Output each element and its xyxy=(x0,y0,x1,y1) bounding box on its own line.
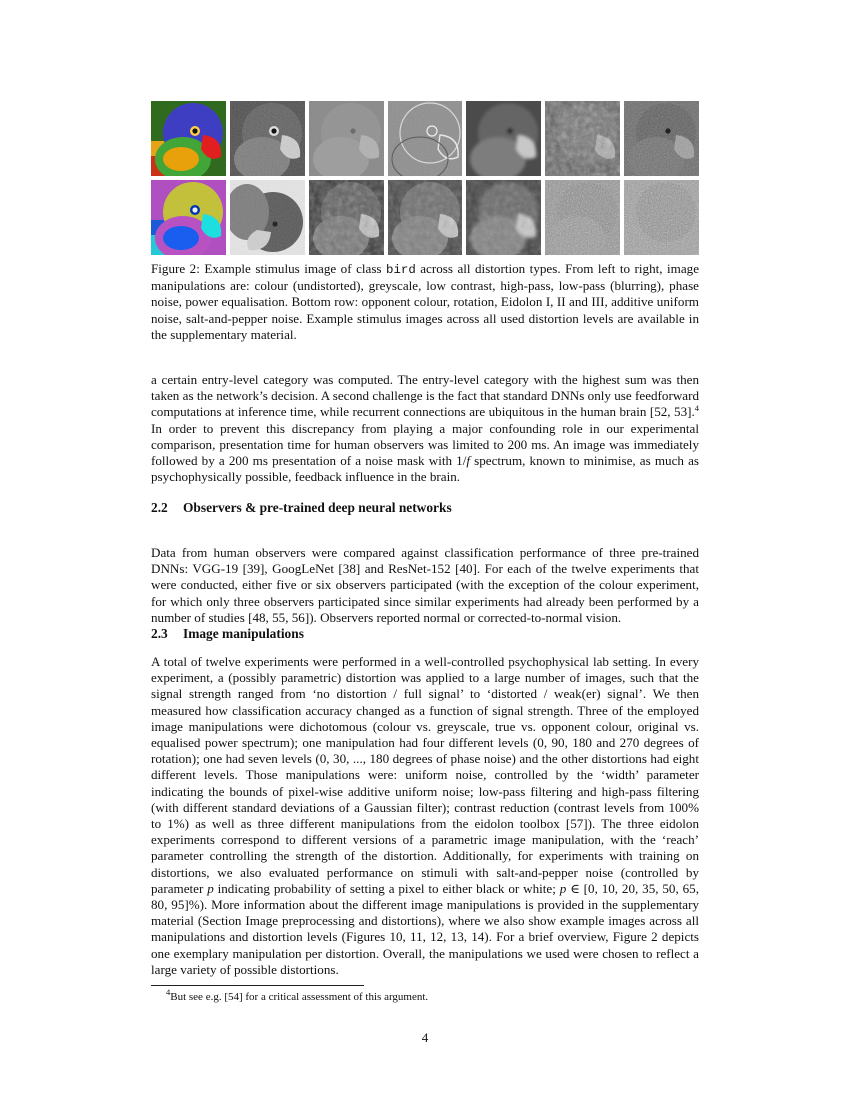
caption-suffix: across all distortion types. From left to right, image manipulations are: colour (undistorted), greyscale, low contrast, high-pass, low-pass (blurring), phase noise, power equalisation. Bottom row: opponent colour, rotation, Eidolon I, II and III, additive uniform noise, salt-and-pepper noise. Example stimulus images across all used distortion levels are available in the supplementary material. xyxy=(151,261,699,342)
parrot-greyscale-image xyxy=(230,101,305,176)
parrot-power-equalisation-image xyxy=(624,101,699,176)
thumb-high-pass xyxy=(388,101,463,176)
thumb-eidolon-3 xyxy=(466,180,541,255)
parrot-eidolon-3-image xyxy=(466,180,541,255)
section-heading-2-2: 2.2 Observers & pre-trained deep neural networks xyxy=(151,500,452,515)
parrot-rotation-image xyxy=(230,180,305,255)
footnote-rule xyxy=(151,985,364,986)
parrot-eidolon-2-image xyxy=(388,180,463,255)
figure-bottom-row xyxy=(151,180,699,255)
caption-prefix: Figure 2: Example stimulus image of class xyxy=(151,261,387,276)
thumb-eidolon-2 xyxy=(388,180,463,255)
parrot-high-pass-image xyxy=(388,101,463,176)
parrot-uniform-noise-image xyxy=(545,180,620,255)
thumb-power-equalisation xyxy=(624,101,699,176)
thumb-colour xyxy=(151,101,226,176)
parrot-low-pass-image xyxy=(466,101,541,176)
figure-top-row xyxy=(151,101,699,176)
thumb-phase-noise xyxy=(545,101,620,176)
parrot-eidolon-1-image xyxy=(309,180,384,255)
figure-2 xyxy=(151,101,699,256)
figure-caption xyxy=(151,261,699,343)
thumb-low-contrast xyxy=(309,101,384,176)
parrot-phase-noise-image xyxy=(545,101,620,176)
thumb-greyscale xyxy=(230,101,305,176)
section-heading-2-3: 2.3 Image manipulations xyxy=(151,626,304,641)
paragraph-observers: Data from human observers were compared against classification performance of three pre-trained DNNs: VGG-19 [39], GoogLeNet [38] and ResNet-152 [40]. For each of the twelve experiments that were conducted, either five or six observers participated (with the exception of the colour experiment, for which only three observers participated since similar experiments had already been performed by a number of studies [48, 55, 56]). Observers reported normal or corrected-to-normal vision. xyxy=(151,545,699,625)
thumb-eidolon-1 xyxy=(309,180,384,255)
paragraph-image-manipulations: A total of twelve experiments were performed in a well-controlled psychophysical lab setting. In every experiment, a (possibly parametric) distortion was applied to a large number of images, such that the signal strength ranged from ‘no distortion / full signal’ to ‘distorted / weak(er) signal’. We then measured how classification accuracy changed as a function of signal strength. Three of the employed image manipulations were dichotomous (colour vs. greyscale, true vs. opponent colour, original vs. equalised power spectrum); one manipulation had four different levels (0, 90, 180 and 270 degrees of rotation); one had seven levels (0, 30, ..., 180 degrees of phase noise) and the other distortions had eight different levels. Those manipulations were: uniform noise, controlled by the ‘width’ parameter indicating the bounds of pixel-wise additive uniform noise; low-pass filtering and high-pass filtering (with different standard deviations of a Gaussian filter); contrast reduction (contrast levels from 100% to 1%) as well as three different manipulations from the eidolon toolbox [57]). The three eidolon experiments correspond to different versions of a parametric image manipulation, with the ‘reach’ parameter controlling the strength of the distortion. Additionally, for experiments with training on distortions, we also evaluated performance on stimuli with salt-and-pepper noise (controlled by parameter p indicating probability of setting a pixel to either black or white; p ∈ [0, 10, 20, 35, 50, 65, 80, 95]%). More information about the different image manipulations is provided in the supplementary material (Section Image preprocessing and distortions), where we also show example images across all manipulations and distortion levels (Figures 10, 11, 12, 13, 14). For a brief overview, Figure 2 depicts one exemplary manipulation per distortion. Overall, the manipulations we used were chosen to reflect a large variety of possible distortions. xyxy=(151,654,699,977)
page-number: 4 xyxy=(421,1030,429,1045)
footnote: $^4$But see e.g. [54] for a critical assessment of this argument. xyxy=(166,987,429,1003)
thumb-salt-and-pepper-noise xyxy=(624,180,699,255)
thumb-uniform-noise xyxy=(545,180,620,255)
footnote-marker: 4 xyxy=(694,403,699,414)
parrot-opponent-colour-image xyxy=(151,180,226,255)
thumb-rotation xyxy=(230,180,305,255)
parrot-low-contrast-image xyxy=(309,101,384,176)
parrot-colour-image xyxy=(151,101,226,176)
thumb-opponent-colour xyxy=(151,180,226,255)
paragraph-entry-level: a certain entry-level category was computed. The entry-level category with the highest sum was then taken as the network’s decision. A second challenge is the fact that standard DNNs only use feedforward computations at inference time, while recurrent connections are ubiquitous in the human brain [52, 53].$^4$ In order to prevent this discrepancy from playing a major confounding role in our experimental comparison, presentation time for human observers was limited to 200 ms. An image was immediately followed by a 200 ms presentation of a noise mask with 1/f spectrum, known to minimise, as much as psychophysically possible, feedback influence in the brain. xyxy=(151,372,699,485)
parrot-salt-and-pepper-image xyxy=(624,180,699,255)
caption-class-code: bird xyxy=(386,263,416,277)
thumb-low-pass xyxy=(466,101,541,176)
